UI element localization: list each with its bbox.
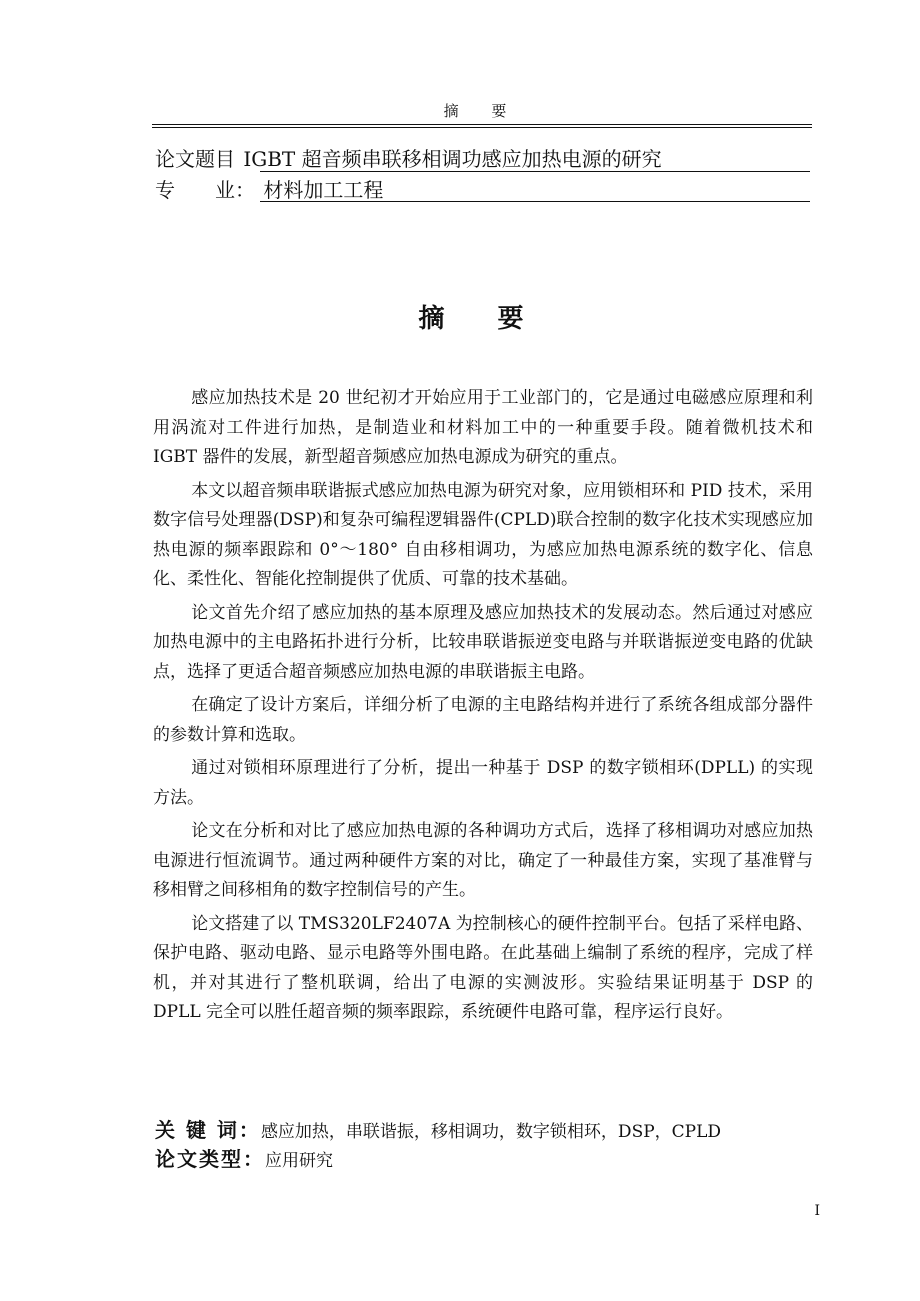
- thesis-title-value: IGBT 超音频串联移相调功感应加热电源的研究: [243, 147, 662, 171]
- page-number: I: [814, 1203, 820, 1219]
- header-rule-bottom: [152, 127, 812, 128]
- major-label: 专 业：: [155, 178, 255, 202]
- paper-type-label: 论文类型：: [155, 1147, 265, 1171]
- abstract-paragraph: 感应加热技术是 20 世纪初才开始应用于工业部门的，它是通过电磁感应原理和利用涡流对工件进行加热，是制造业和材料加工中的一种重要手段。随着微机技术和 IGBT 器件的发展，新型超音频感应加热电源成为研究的重点。: [153, 388, 813, 467]
- header-rule-top: [152, 124, 812, 125]
- thesis-title-label: 论文题目: [155, 147, 235, 171]
- paper-type-line: [155, 1146, 333, 1174]
- abstract-body: [153, 384, 813, 1032]
- paper-type-value: 应用研究: [265, 1151, 333, 1171]
- major-value: 材料加工工程: [263, 178, 384, 202]
- keywords-line: [155, 1117, 721, 1145]
- abstract-paragraph: 论文在分析和对比了感应加热电源的各种调功方式后，选择了移相调功对感应加热电源进行恒流调节。通过两种硬件方案的对比，确定了一种最佳方案，实现了基准臂与移相臂之间移相角的数字控制信号的产生。: [153, 821, 813, 900]
- major-underline: [260, 201, 810, 202]
- abstract-paragraph: 论文搭建了以 TMS320LF2407A 为控制核心的硬件控制平台。包括了采样电路、保护电路、驱动电路、显示电路等外围电路。在此基础上编制了系统的程序，完成了样机，并对其进行了整机联调，给出了电源的实测波形。实验结果证明基于 DSP 的 DPLL 完全可以胜任超音频的频率跟踪，系统硬件电路可靠，程序运行良好。: [153, 913, 813, 1022]
- keywords-label: 关 键 词：: [155, 1118, 261, 1142]
- running-header: 摘 要: [443, 102, 521, 120]
- major-line: [155, 177, 383, 203]
- abstract-paragraph: 在确定了设计方案后，详细分析了电源的主电路结构并进行了系统各组成部分器件的参数计算和选取。: [153, 695, 813, 745]
- abstract-heading: 摘 要: [418, 304, 546, 334]
- keywords-value: 感应加热，串联谐振，移相调功，数字锁相环，DSP，CPLD: [260, 1122, 722, 1142]
- thesis-title-underline: [260, 171, 810, 172]
- abstract-paragraph: 本文以超音频串联谐振式感应加热电源为研究对象，应用锁相环和 PID 技术，采用数字信号处理器(DSP)和复杂可编程逻辑器件(CPLD)联合控制的数字化技术实现感应加热电源的频率跟踪和 0°～180° 自由移相调功，为感应加热电源系统的数字化、信息化、柔性化、智能化控制提供了优质、可靠的技术基础。: [153, 480, 813, 589]
- thesis-title-line: [155, 146, 662, 172]
- abstract-paragraph: 论文首先介绍了感应加热的基本原理及感应加热技术的发展动态。然后通过对感应加热电源中的主电路拓扑进行分析，比较串联谐振逆变电路与并联谐振逆变电路的优缺点，选择了更适合超音频感应加热电源的串联谐振主电路。: [153, 602, 813, 682]
- abstract-paragraph: 通过对锁相环原理进行了分析，提出一种基于 DSP 的数字锁相环(DPLL) 的实现方法。: [153, 758, 813, 808]
